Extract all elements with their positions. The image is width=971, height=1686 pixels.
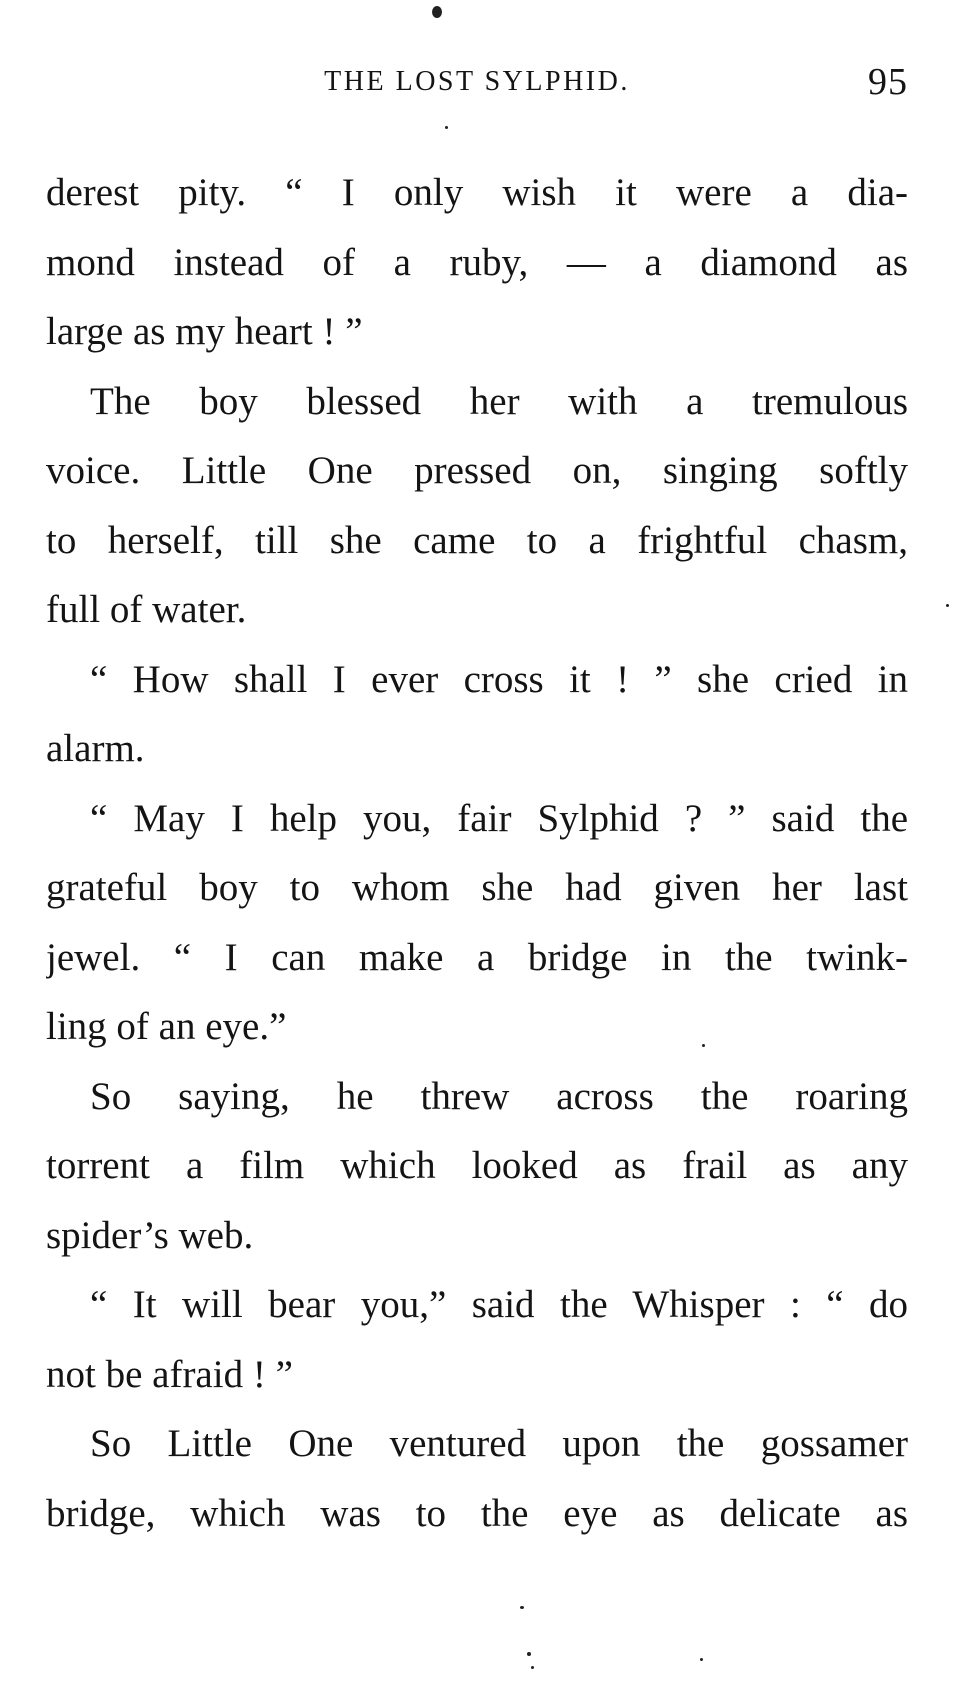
text-line: to herself, till she came to a frightful chasm, xyxy=(46,518,908,562)
text-line: The boy blessed her with a tremulous xyxy=(90,379,908,423)
text-line: “ It will bear you,” said the Whisper : “ do xyxy=(90,1283,908,1326)
text-line: So Little One ventured upon the gossamer xyxy=(90,1422,908,1465)
text-line: not be afraid ! ” xyxy=(46,1352,293,1396)
print-speck xyxy=(531,1666,534,1669)
text-line: grateful boy to whom she had given her last xyxy=(46,866,908,909)
text-line: So saying, he threw across the roaring xyxy=(90,1074,908,1118)
text-line: torrent a film which looked as frail as any xyxy=(46,1144,908,1187)
print-speck xyxy=(946,604,949,607)
text-line: ling of an eye.” xyxy=(46,1005,287,1048)
text-line: full of water. xyxy=(46,588,247,631)
print-speck xyxy=(527,1652,531,1656)
print-speck xyxy=(520,1606,524,1609)
text-line: alarm. xyxy=(46,727,145,770)
text-line: “ How shall I ever cross it ! ” she cried in xyxy=(90,657,908,701)
body-text xyxy=(46,158,908,1548)
text-line: mond instead of a ruby, — a diamond as xyxy=(46,240,908,284)
text-line: jewel. “ I can make a bridge in the twink- xyxy=(46,935,908,979)
page-number: 95 xyxy=(868,61,908,103)
text-line: voice. Little One pressed on, singing softly xyxy=(46,449,908,492)
print-speck xyxy=(445,126,448,129)
running-title: THE LOST SYLPHID. xyxy=(324,66,630,97)
text-line: derest pity. “ I only wish it were a dia- xyxy=(46,171,908,214)
print-speck xyxy=(702,1044,705,1047)
print-speck xyxy=(700,1658,703,1661)
text-line: bridge, which was to the eye as delicate as xyxy=(46,1491,908,1535)
page-header xyxy=(46,60,908,110)
print-speck-top xyxy=(432,6,442,18)
text-line: spider’s web. xyxy=(46,1213,254,1257)
text-line: large as my heart ! ” xyxy=(46,310,363,353)
text-line: “ May I help you, fair Sylphid ? ” said the xyxy=(90,796,908,840)
